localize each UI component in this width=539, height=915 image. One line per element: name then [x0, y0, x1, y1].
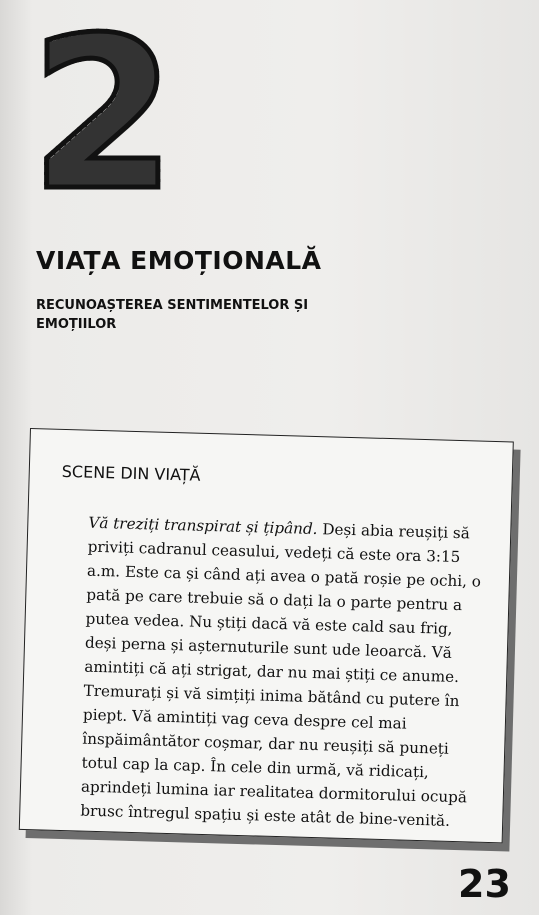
scene-box-body: Deși abia reușiți să priviți cadranul ceasului, vedeți că este ora 3:15 a.m. Este ca și când ați avea o pată roșie pe ochi, o pată pe care trebuie să o dați la o parte pentru a putea vedea. Nu știți dacă vă este cald sau frig, deși perna și așternuturile sunt ude leoarcă. Vă amintiți că ați strigat, dar nu mai știți ce anume. Tremurați și vă simțiți inima bătând cu putere în piept. Vă amintiți vag ceva despre cel mai înspăimântător coșmar, dar nu reușiți să puneți totul cap la cap. În cele din urmă, vă ridicați, aprindeți lumina iar realitatea dormitorului ocupă brusc întregul spațiu și este atât de bine-venită. — [80, 520, 482, 830]
scene-box-text — [80, 511, 484, 834]
chapter-subtitle: RECUNOAȘTEREA SENTIMENTELOR ȘI EMOȚIILOR — [36, 298, 309, 332]
page-number: 23 — [458, 862, 511, 906]
chapter-title: VIAȚA EMOȚIONALĂ — [36, 246, 322, 275]
chapter-number: 2 — [30, 0, 177, 237]
scene-box — [19, 428, 514, 843]
scene-box-heading: SCENE DIN VIAȚĂ — [61, 461, 201, 485]
scene-box-lead: Vă treziți transpirat și țipând. — [88, 513, 318, 539]
